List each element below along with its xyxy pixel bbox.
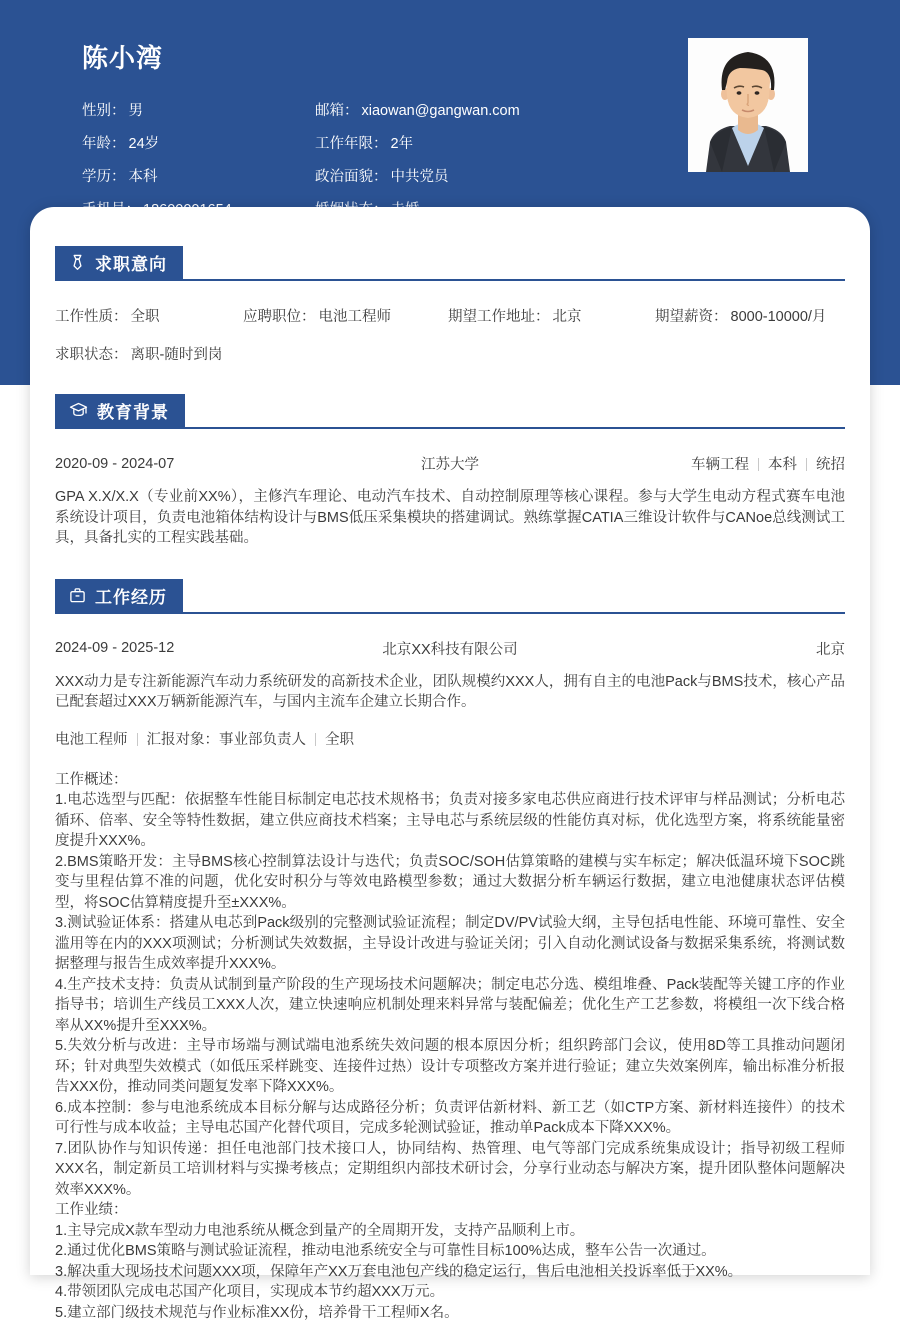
section-head-education <box>55 394 845 429</box>
work-position: 电池工程师 <box>55 732 128 748</box>
work-overview-item: 5.失效分析与改进：主导市场端与测试端电池系统失效问题的根本原因分析；组织跨部门会议，使用8D等工具推动问题闭环；针对典型失效模式（如低压采样跳变、连接件过热）设计专项整改方案并进行验证；建立失效案例库，输出标准分析报告XXX份，推动同类问题复发率下降XXX%。 <box>55 1036 845 1098</box>
field-target-location: 期望工作地址： 北京 <box>448 305 655 326</box>
section-title: 求职意向 <box>95 250 167 275</box>
resume-header <box>82 38 520 219</box>
education-detail <box>479 453 845 474</box>
education-major: 车辆工程 <box>691 457 749 473</box>
company-intro: XXX动力是专注新能源汽车动力系统研发的高新技术企业，团队规模约XXX人，拥有自主的电池Pack与BMS技术，核心产品已配套超过XXX万辆新能源汽车，与国内主流车企建立长期合作。 <box>55 672 845 713</box>
divider <box>137 733 138 746</box>
field-job-status: 求职状态： 离职-随时到岗 <box>55 347 222 363</box>
divider <box>758 458 759 471</box>
info-age: 年龄： 24岁 <box>82 132 315 153</box>
field-target-position: 应聘职位： 电池工程师 <box>243 305 448 326</box>
resume-body-card <box>30 207 870 1275</box>
field-expected-salary: 期望薪资： 8000-10000/月 <box>655 305 845 326</box>
education-school: 江苏大学 <box>421 453 479 474</box>
work-overview-item: 6.成本控制：参与电池系统成本目标分解与达成路径分析；负责评估新材料、新工艺（如CTP方案、新材料连接件）的技术可行性与成本收益；主导电芯国产化替代项目，完成多轮测试验证，推动单Pack成本下降XXX%。 <box>55 1098 845 1139</box>
info-political-status: 政治面貌： 中共党员 <box>315 165 520 186</box>
section-head-job-intent <box>55 246 845 281</box>
work-achievement-item: 5.建立部门级技术规范与作业标准XX份，培养骨干工程师X名。 <box>55 1303 845 1323</box>
work-period: 2024-09 - 2025-12 <box>55 640 382 656</box>
education-meta-row <box>55 453 845 474</box>
work-company: 北京XX科技有限公司 <box>382 638 517 659</box>
info-education-level: 学历： 本科 <box>82 165 315 186</box>
education-period: 2020-09 - 2024-07 <box>55 456 421 472</box>
work-overview-item: 4.生产技术支持：负责从试制到量产阶段的生产现场技术问题解决；制定电芯分选、模组堆叠、Pack装配等关键工序的作业指导书；培训生产线员工XXX人次，建立快速响应机制处理来料异常与装配偏差；优化生产工艺参数，将模组一次下线合格率从XX%提升至XXX%。 <box>55 975 845 1037</box>
info-work-years: 工作年限： 2年 <box>315 132 520 153</box>
education-enroll-type: 统招 <box>816 457 845 473</box>
field-job-nature: 工作性质： 全职 <box>55 305 243 326</box>
section-title: 教育背景 <box>97 398 169 423</box>
work-title-band <box>55 579 183 612</box>
section-title: 工作经历 <box>95 583 167 608</box>
work-job-type: 全职 <box>325 732 354 748</box>
info-email: 邮箱： xiaowan@gangwan.com <box>315 99 520 120</box>
work-meta-row <box>55 638 845 659</box>
work-overview-item: 2.BMS策略开发：主导BMS核心控制算法设计与迭代；负责SOC/SOH估算策略的建模与实车标定；解决低温环境下SOC跳变与里程估算不准的问题，优化安时积分与等效电路模型参数；通过大数据分析车辆运行数据，建立电池健康状态评估模型，将SOC估算精度提升至±XXX%。 <box>55 852 845 914</box>
work-location: 北京 <box>518 638 845 659</box>
graduation-cap-icon <box>69 402 88 419</box>
work-achievement-item: 1.主导完成X款车型动力电池系统从概念到量产的全周期开发，支持产品顺利上市。 <box>55 1221 845 1242</box>
work-overview-title: 工作概述： <box>55 770 845 791</box>
work-overview-item: 1.电芯选型与匹配：依据整车性能目标制定电芯技术规格书；负责对接多家电芯供应商进行技术评审与样品测试；分析电芯循环、倍率、安全等特性数据，建立供应商技术档案；主导电芯与系统层级的性能仿真对标，优化选型方案，将系统能量密度提升XXX%。 <box>55 790 845 852</box>
profile-photo <box>688 38 808 172</box>
work-overview-item: 3.测试验证体系：搭建从电芯到Pack级别的完整测试验证流程；制定DV/PV试验大纲，主导包括电性能、环境可靠性、安全滥用等在内的XXX项测试；分析测试失效数据，主导设计改进与验证关闭；引入自动化测试设备与数据采集系统，将测试数据整理与报告生成效率提升XXX%。 <box>55 913 845 975</box>
education-title-band <box>55 394 185 427</box>
divider <box>315 733 316 746</box>
job-intent-title-band <box>55 246 183 279</box>
job-intent-row-1 <box>55 305 845 326</box>
briefcase-icon <box>69 587 86 604</box>
work-achievement-item: 4.带领团队完成电芯国产化项目，实现成本节约超XXX万元。 <box>55 1282 845 1303</box>
person-name: 陈小湾 <box>82 38 520 75</box>
section-head-work <box>55 579 845 614</box>
work-position-row <box>55 728 845 749</box>
divider <box>806 458 807 471</box>
education-degree: 本科 <box>768 457 797 473</box>
profile-photo-illustration <box>688 38 808 172</box>
work-overview-block <box>55 770 845 1323</box>
education-description: GPA X.X/X.X（专业前XX%），主修汽车理论、电动汽车技术、自动控制原理等核心课程。参与大学生电动方程式赛车电池系统设计项目，负责电池箱体结构设计与BMS低压采集模块的搭建调试。熟练掌握CATIA三维设计软件与CANoe总线测试工具，具备扎实的工程实践基础。 <box>55 487 845 549</box>
work-overview-item: 7.团队协作与知识传递：担任电池部门技术接口人，协同结构、热管理、电气等部门完成系统集成设计；指导初级工程师XXX名，制定新员工培训材料与实操考核点；定期组织内部技术研讨会，分享行业动态与解决方案，提升团队整体问题解决效率XXX%。 <box>55 1139 845 1201</box>
work-achievement-item: 3.解决重大现场技术问题XXX项，保障年产XX万套电池包产线的稳定运行，售后电池相关投诉率低于XX%。 <box>55 1262 845 1283</box>
work-report-to: 汇报对象：事业部负责人 <box>147 732 307 748</box>
tie-icon <box>69 254 86 271</box>
personal-info-grid <box>82 99 520 219</box>
work-achievement-item: 2.通过优化BMS策略与测试验证流程，推动电池系统安全与可靠性目标100%达成，整车公告一次通过。 <box>55 1241 845 1262</box>
job-intent-row-2 <box>55 343 845 364</box>
work-achievements-title: 工作业绩： <box>55 1200 845 1221</box>
info-gender: 性别： 男 <box>82 99 315 120</box>
